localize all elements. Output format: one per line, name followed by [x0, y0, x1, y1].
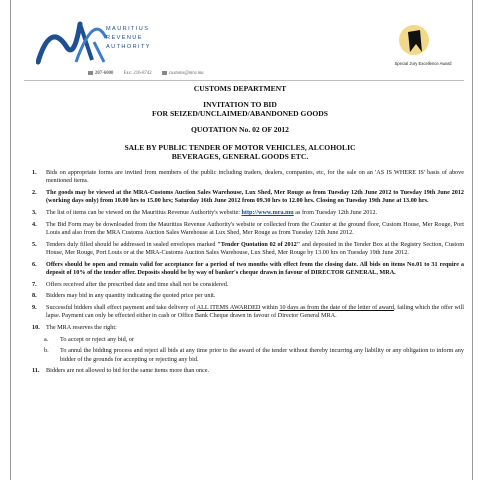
- item-text-after: , failing which the offer will lapse. Payment can only be effected either in cash or Office Bank Cheque drawn in favour of Director General MRA.: [46, 303, 465, 320]
- item-text: Successful bidders shall effect payment and take delivery of: [46, 303, 196, 311]
- header-divider: [24, 80, 464, 81]
- phone-number: 207-6000: [95, 71, 114, 77]
- award-caption: Special Jury Excellence Award: [394, 61, 452, 66]
- sub-item-text: To accept or reject any bid, or: [60, 335, 134, 343]
- sub-item-text: To annul the bidding process and reject all bids at any time prior to the award of the tender without thereby incurring any liability or any obligation to inform any bidder of the grounds for accepting or rejecting any bid.: [60, 347, 464, 363]
- title-line-1: INVITATION TO BID: [203, 100, 277, 109]
- item-number: 1.: [32, 169, 37, 176]
- fax-number: Fax: 216-8742: [123, 71, 152, 77]
- list-item: [0, 241, 480, 258]
- item-text: Bidders are not allowed to bid for the same items more than once.: [46, 367, 210, 375]
- email-address: customs@mra.mu: [168, 71, 204, 77]
- logo-line-3: AUTHORITY: [106, 44, 151, 50]
- item-number: 11.: [32, 367, 40, 375]
- underlined-phrase-1: ALL ITEMS AWARDED: [196, 303, 261, 311]
- item-text: The MRA reserves the right:: [46, 323, 117, 331]
- item-text: Bids on appropriate forms are invited from members of the public including traders, dealers, companies, etc, for the sale on an 'AS IS WHERE IS' basis of above mentioned items.: [46, 169, 464, 185]
- item-number: 9.: [32, 303, 37, 311]
- item-text-mid: within: [261, 303, 278, 311]
- item-number: 7.: [32, 280, 37, 288]
- list-item: [0, 324, 480, 332]
- item-number: 6.: [32, 260, 37, 268]
- item-text: Bidders may bid in any quantity indicating the quoted price per unit.: [46, 292, 216, 300]
- list-item: [0, 292, 480, 300]
- phone-icon: [88, 71, 93, 75]
- list-item: [0, 367, 480, 375]
- item-text: The Bid Form may be downloaded from the Mauritius Revenue Authority's website or collected from the Counter at the ground floor, Custom House, Mer Rouge, Port Louis and also from the MRA Customs Auction Sales Warehouse at Lux Shed, Mer Rouge as from Tuesday 12th June 2012.: [46, 220, 464, 236]
- sub-item-letter: b.: [44, 347, 49, 355]
- item-text-after: as from Tuesday 12th June 2012.: [295, 208, 378, 216]
- item-text: Tenders duly filled should be addressed in sealed envelopes marked: [46, 240, 216, 248]
- mra-website-link[interactable]: http://www.mra.mu: [241, 208, 294, 216]
- list-item: [0, 169, 480, 186]
- item-text: Offers received after the prescribed date and time shall not be considered.: [46, 280, 229, 288]
- sale-heading-1: SALE BY PUBLIC TENDER OF MOTOR VEHICLES, ALCOHOLIC: [124, 143, 356, 152]
- sub-list-item: [0, 347, 480, 364]
- sub-item-letter: a.: [44, 335, 49, 343]
- item-number: 2.: [32, 188, 37, 196]
- list-item: [0, 189, 480, 206]
- tender-quote-label: "Tender Quotation 02 of 2012": [217, 240, 301, 248]
- logo-line-1: MAURITIUS: [106, 26, 150, 32]
- terms-list: [0, 169, 480, 379]
- sub-list-item: [0, 336, 480, 344]
- item-number: 8.: [32, 292, 37, 300]
- quotation-number: QUOTATION No. 02 OF 2012: [191, 125, 289, 134]
- list-item: [0, 304, 480, 321]
- item-text: The list of items can be viewed on the Mauritius Revenue Authority's website:: [46, 208, 240, 216]
- underlined-phrase-2: 10 days as from the date of the letter of award: [279, 303, 394, 311]
- list-item: [0, 221, 480, 238]
- sale-heading-2: BEVERAGES, GENERAL GOODS ETC.: [171, 152, 309, 161]
- item-text: The goods may be viewed at the MRA-Customs Auction Sales Warehouse, Lux Shed, Mer Rouge as from Tuesday 12th June 2012 to Tuesday 19th June 2012 (working days only) from 10.00 hrs to 15.00 hrs; Saturday 16th June 2012 from 09.30 hrs to 12.00 hrs. Closing on Tuesday 19th June at 13.00 hrs.: [46, 188, 464, 205]
- logo-org-name: [106, 25, 216, 52]
- email-icon: [162, 71, 167, 75]
- list-item: [0, 281, 480, 289]
- list-item: [0, 209, 480, 217]
- contact-line: [88, 71, 308, 76]
- title-line-2: FOR SEIZED/UNCLAIMED/ABANDONED GOODS: [152, 109, 328, 118]
- department-heading: CUSTOMS DEPARTMENT: [193, 84, 287, 93]
- item-number: 10.: [32, 323, 40, 331]
- item-number: 3.: [32, 208, 37, 216]
- item-number: 4.: [32, 220, 37, 228]
- logo-line-2: REVENUE: [106, 35, 143, 41]
- item-text-after: and deposited in the Tender Box at the Registry Section, Custom House, Mer Rouge, Port Louis or at the MRA-Customs Auction Sales Warehouse, Lux Shed, Mer Rouge by 13.00 hrs on Tuesday 19th June 2012.: [46, 240, 465, 256]
- list-item: [0, 261, 480, 278]
- item-text: Offers should be open and remain valid for acceptance for a period of two months with effect from the closing date. All bids on items No.01 to 31 require a deposit of 10% of the tender offer. Deposits should be by way of banker's cheque drawn in favour of DIRECTOR GENERAL, MRA.: [46, 260, 464, 276]
- item-number: 5.: [32, 240, 37, 248]
